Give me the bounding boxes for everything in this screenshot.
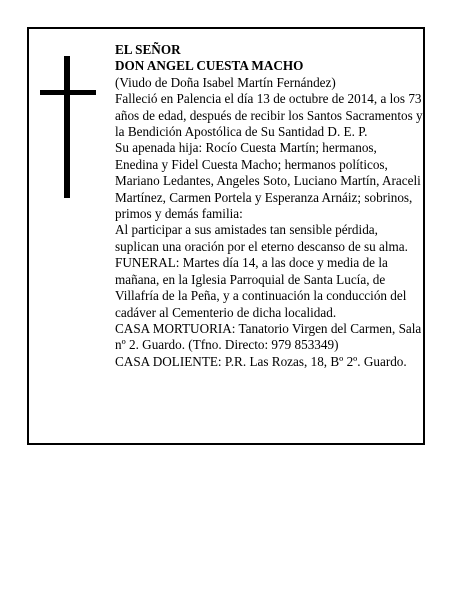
family-list: Su apenada hija: Rocío Cuesta Martín; hermanos, Enedina y Fidel Cuesta Macho; hermanos políticos, Mariano Ledantes, Angeles Soto, Luciano Martín, Araceli Martínez, Carmen Portela y Esperanza Arnáiz; sobrinos, primos y demás familia: [115,140,421,222]
notice-text [115,42,423,370]
mourning-home-details: CASA DOLIENTE: P.R. Las Rozas, 18, Bº 2º. Guardo. [115,353,407,369]
cross-vertical-bar [64,56,70,198]
deceased-name: DON ANGEL CUESTA MACHO [115,58,304,74]
funeral-details: FUNERAL: Martes día 14, a las doce y media de la mañana, en la Iglesia Parroquial de Santa Lucía, de Villafría de la Peña, y a continuación la conducción del cadáver al Cementerio de dicha localidad. [115,255,407,320]
obituary-notice [27,27,425,445]
widower-note: (Viudo de Doña Isabel Martín Fernández) [115,74,336,90]
mortuary-details: CASA MORTUORIA: Tanatorio Virgen del Carmen, Sala nº 2. Guardo. (Tfno. Directo: 979 853349) [115,320,422,353]
death-details: Falleció en Palencia el día 13 de octubre de 2014, a los 73 años de edad, después de recibir los Santos Sacramentos y la Bendición Apostólica de Su Santidad D. E. P. [115,91,423,140]
cross-horizontal-bar [40,90,96,95]
prayer-request: Al participar a sus amistades tan sensible pérdida, suplican una oración por el eterno descanso de su alma. [115,222,408,254]
heading-title: EL SEÑOR [115,42,181,57]
latin-cross-icon [40,56,96,198]
